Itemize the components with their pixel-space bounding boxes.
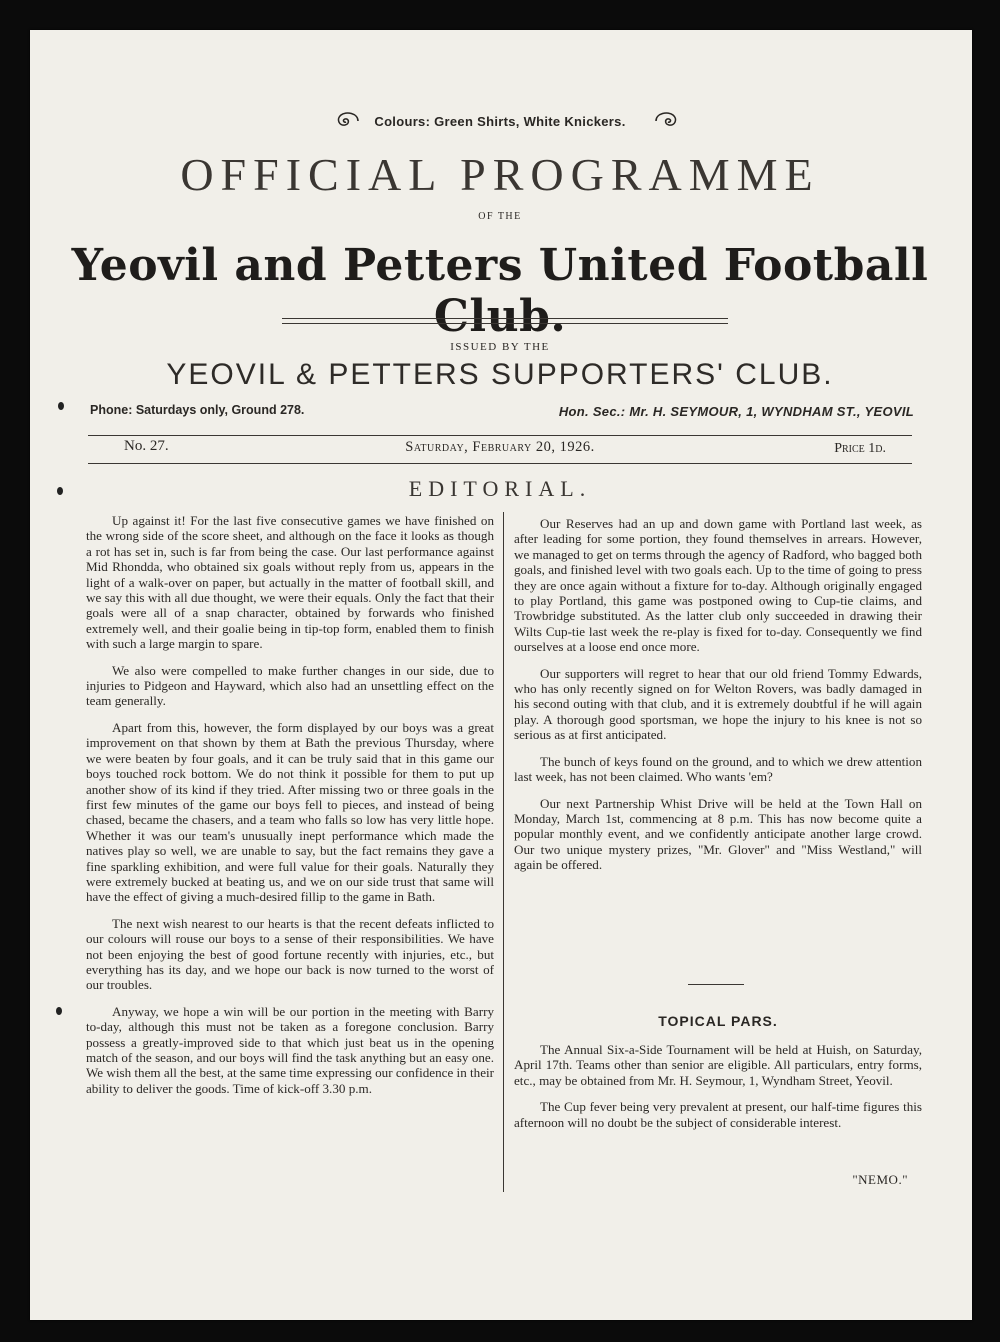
editorial-right-column <box>514 516 922 884</box>
topical-pars-column <box>514 1042 922 1141</box>
divider <box>282 318 728 319</box>
programme-title: OFFICIAL PROGRAMME <box>180 149 820 200</box>
editorial-heading: EDITORIAL. <box>408 476 592 501</box>
column-divider <box>503 512 504 1192</box>
paragraph: The Annual Six-a-Side Tournament will be held at Huish, on Saturday, April 17th. Teams other than senior are eligible. All particulars, entry forms, etc., may be obtained from Mr. H. Seymour, 1, Wyndham Street, Yeovil. <box>514 1042 922 1088</box>
binding-hole <box>56 1007 62 1015</box>
paragraph: Up against it! For the last five consecutive games we have finished on the wrong side of the score sheet, and although on the face it looks as though a rot has set in, such is far from being the case. Our last performance against Mid Rhondda, who obtained six goals without reply from us, appears in the light of a walk-over on paper, but actually in the matter of football skill, and we say this with all due thought, we were their equals. Only the fact that their goals were all of a snap character, obtained by forwards who finished extremely well, and their goalie being in tip-top form, enabled them to finish with such a large margin to spare. <box>86 513 494 652</box>
club-colours: Colours: Green Shirts, White Knickers. <box>374 114 626 129</box>
divider <box>88 435 912 436</box>
issued-by-label: ISSUED BY THE <box>450 341 550 353</box>
paragraph: Apart from this, however, the form displayed by our boys was a great improvement on that shown by them at Bath the previous Thursday, where we were beaten by four goals, and it can be truly said that in this game our boys touched rock bottom. We do not think it possible for them to put up another show of its kind if they tried. After missing two or three goals in the first few minutes of the game our boys fell to pieces, and instead of being chased, became the chasers, and a team who falls so low has very little hope. Whether it was our team's unusually inept performance which made the natives play so well, we are unable to say, but the fact remains they gave a fine sparkling exhibition, and were full value for their goals. Naturally they were extremely bucked at beating us, and we on our side trust that same will have the effect of giving a much-desired fillip to the game in Bath. <box>86 719 494 905</box>
of-the-label: OF THE <box>478 211 522 222</box>
issue-date: Saturday, February 20, 1926. <box>405 439 595 455</box>
club-name: Yeovil and Petters United Football Club. <box>71 240 929 342</box>
issue-price: Price 1d. <box>834 441 886 456</box>
paragraph: We also were compelled to make further changes in our side, due to injuries to Pidgeon and Hayward, which also had an unsettling effect on the team generally. <box>86 662 494 709</box>
paragraph: The next wish nearest to our hearts is that the recent defeats inflicted to our colours will rouse our boys to a sense of their responsibilities. We have not been enjoying the best of good fortune recently with injuries, etc., but everything has its day, and we hope our back is now turned to the worst of our troubles. <box>86 915 494 993</box>
paragraph: Our supporters will regret to hear that our old friend Tommy Edwards, who has only recently signed on for Welton Rovers, was badly damaged in his second outing with that club, and it is extremely doubtful if he will again play. A thorough good sportsman, we hope the injury to his knee is not so serious as at first anticipated. <box>514 665 922 743</box>
supporters-club-name: YEOVIL & PETTERS SUPPORTERS' CLUB. <box>166 358 834 391</box>
editorial-left-column <box>86 513 494 1107</box>
phone-info: Phone: Saturdays only, Ground 278. <box>90 403 305 417</box>
paragraph: Our Reserves had an up and down game with Portland last week, as after leading for some portion, they found themselves in arrears. However, we managed to get on terms through the agency of Radford, who bagged both goals, and finished level with two goals each. Up to the time of going to press they are once again without a fixture for to-day. Although originally engaged to play Portland, this game was postponed owing to Cup-tie claims, and Trowbridge substituted. As the latter club only succeeded in drawing their Wilts Cup-tie last week the re-play is fixed for to-day. Consequently we find ourselves at a loose end once more. <box>514 516 922 655</box>
topical-pars-heading: TOPICAL PARS. <box>658 1013 778 1029</box>
divider <box>88 463 912 464</box>
paragraph: Our next Partnership Whist Drive will be held at the Town Hall on Monday, March 1st, commencing at 8 p.m. This has now become quite a popular monthly event, and we confidently anticipate another large crowd. Our two unique mystery prizes, "Mr. Glover" and "Miss Westland," will again be offered. <box>514 795 922 873</box>
paragraph: Anyway, we hope a win will be our portion in the meeting with Barry to-day, although this must not be taken as a foregone conclusion. Barry possess a greatly-improved side to that which just beat us in the opening match of the season, and our boys will find the task anything but an easy one. We wish them all the best, at the same time expressing our confidence in their ability to deliver the goods. Time of kick-off 3.30 p.m. <box>86 1003 495 1096</box>
hon-sec-info: Hon. Sec.: Mr. H. SEYMOUR, 1, WYNDHAM ST., YEOVIL <box>558 404 914 419</box>
signature: "NEMO." <box>852 1172 908 1187</box>
divider <box>282 323 728 324</box>
binding-hole <box>58 402 64 410</box>
paragraph: The Cup fever being very prevalent at present, our half-time figures this afternoon will no doubt be the subject of considerable interest. <box>514 1099 922 1130</box>
divider <box>688 984 744 985</box>
issue-number: No. 27. <box>124 438 169 454</box>
paragraph: The bunch of keys found on the ground, and to which we drew attention last week, has not been claimed. Who wants 'em? <box>514 753 922 785</box>
